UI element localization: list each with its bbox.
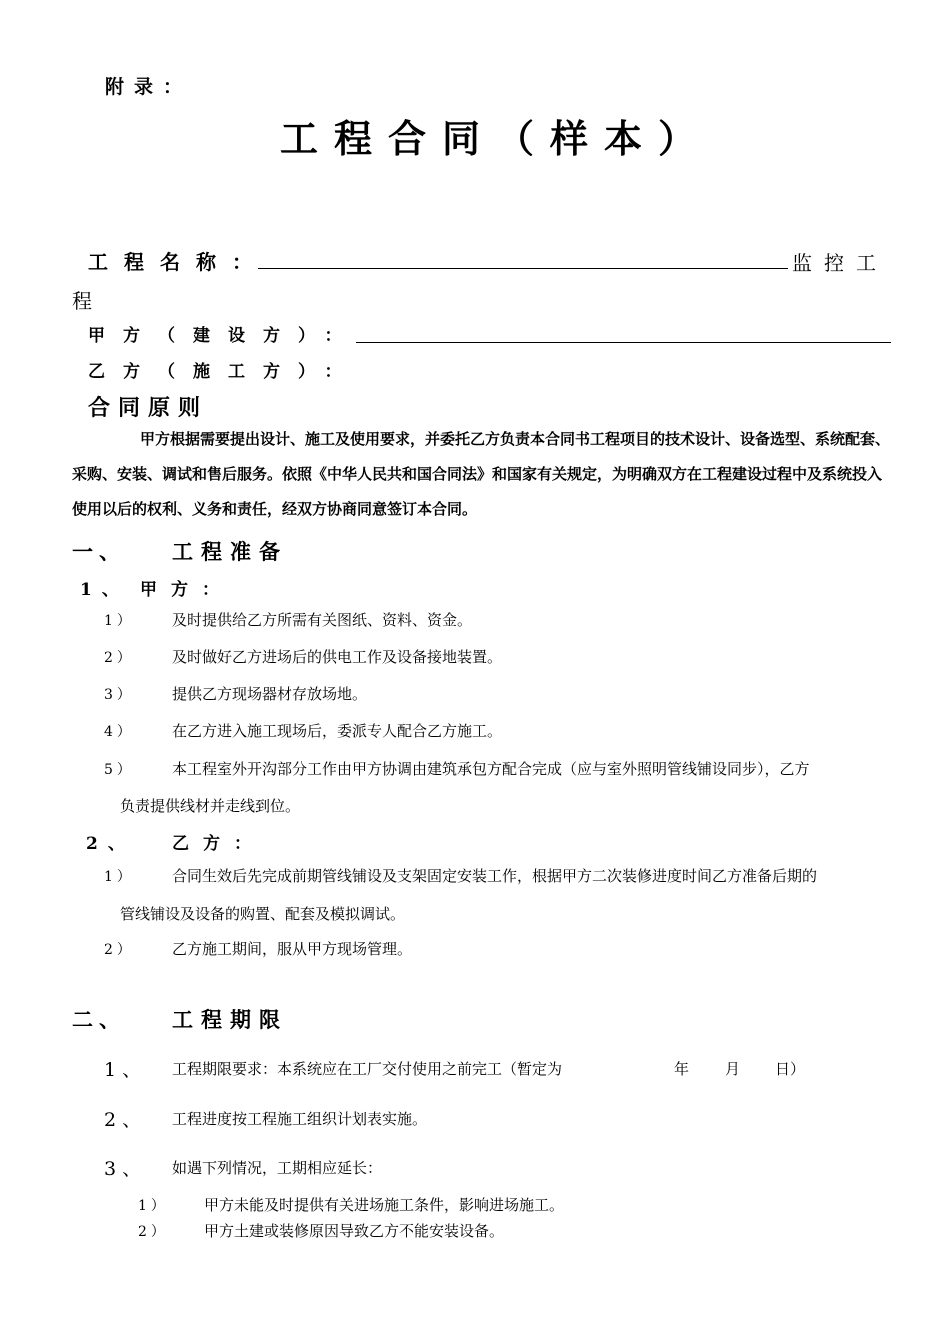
principle-text: 甲方根据需要提出设计、施工及使用要求，并委托乙方负责本合同书工程项目的技术设计、设备选型、系统配套、采购、安装、调试和售后服务。依照《中华人民共和国合同法》和国家有关规定，为明确双方在工程建设过程中及系统投入使用以后的权利、义务和责任，经双方协商同意签订本合同。 [72,430,891,518]
list-item-continuation: 负责提供线材并走线到位。 [120,797,301,815]
date-day: 日） [775,1060,806,1078]
principle-heading: 合同原则 [88,395,209,421]
list-item: 乙方施工期间，服从甲方现场管理。 [172,940,413,958]
party-b-label: 乙方（施工方）： [88,362,360,382]
section2-title: 工程期限 [172,1007,288,1032]
list-item-num: 1） [104,613,135,629]
party-b-number: 2、 [86,834,135,854]
date-year: 年 [674,1060,690,1078]
project-name-suffix: 监控工 [792,251,888,275]
list-item: 工程期限要求：本系统应在工厂交付使用之前完工（暂定为 [172,1060,563,1078]
party-a-heading: 甲方： [140,580,233,600]
date-month: 月 [725,1060,741,1078]
project-name-line[interactable] [258,246,788,269]
document-title: 工程合同（样本） [280,116,713,161]
list-item-continuation: 管线铺设及设备的购置、配套及模拟调试。 [120,905,406,923]
list-item: 提供乙方现场器材存放场地。 [172,685,368,703]
list-item-num: 3） [104,687,135,703]
list-item-num: 1、 [104,1059,148,1081]
party-a-number: 1、 [80,580,129,600]
project-name-suffix-wrap: 程 [72,289,104,313]
list-item: 及时提供给乙方所需有关图纸、资料、资金。 [172,611,473,629]
list-item-num: 2） [104,942,135,958]
list-item: 合同生效后先完成前期管线铺设及支架固定安装工作，根据甲方二次装修进度时间乙方准备后期的 [172,867,818,885]
list-item-num: 2） [104,650,135,666]
party-a-line[interactable] [356,320,891,343]
project-name-label: 工程名称： [88,250,268,274]
list-item: 如遇下列情况，工期相应延长： [172,1159,383,1177]
list-item-num: 2、 [104,1109,148,1131]
sub-list-item: 甲方土建或装修原因导致乙方不能安装设备。 [204,1222,505,1240]
sub-list-num: 1） [138,1198,169,1214]
list-item: 及时做好乙方进场后的供电工作及设备接地装置。 [172,648,503,666]
section1-number: 一、 [72,539,126,564]
section1-title: 工程准备 [172,539,288,564]
party-a-label: 甲方（建设方）： [88,326,360,346]
list-item: 在乙方进入施工现场后，委派专人配合乙方施工。 [172,722,503,740]
appendix-label: 附录： [105,76,193,98]
list-item: 工程进度按工程施工组织计划表实施。 [172,1110,428,1128]
list-item-num: 5） [104,762,135,778]
list-item: 本工程室外开沟部分工作由甲方协调由建筑承包方配合完成（应与室外照明管线铺设同步），乙方 [172,760,810,778]
sub-list-item: 甲方未能及时提供有关进场施工条件，影响进场施工。 [204,1196,565,1214]
party-b-heading: 乙方： [172,834,265,854]
section2-number: 二、 [72,1007,126,1032]
list-item-num: 1） [104,869,135,885]
list-item-num: 3、 [104,1158,148,1180]
sub-list-num: 2） [138,1224,169,1240]
list-item-num: 4） [104,724,135,740]
